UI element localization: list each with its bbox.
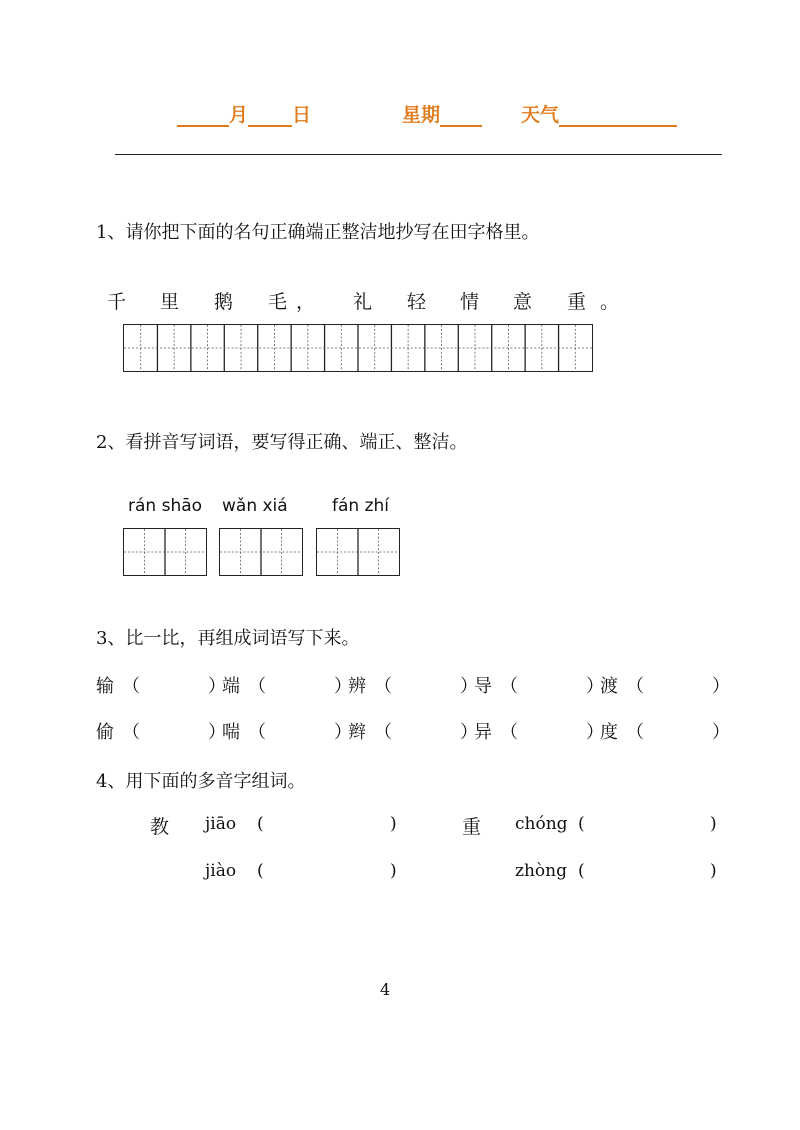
q1-char: 重 bbox=[567, 291, 587, 313]
q1-char: 里 bbox=[160, 291, 180, 313]
q1-char: 轻 bbox=[407, 291, 427, 313]
close-paren: ） bbox=[586, 722, 604, 743]
week-label: 星期 bbox=[402, 104, 441, 126]
pinyin-wan-xia: wǎn xiá bbox=[222, 496, 288, 516]
close-paren: ） bbox=[460, 676, 478, 697]
date-header bbox=[177, 100, 311, 128]
q1-char: 情 bbox=[460, 291, 480, 313]
reading-jiao1: jiāo bbox=[205, 814, 237, 834]
compare-char: 辨 bbox=[348, 676, 366, 697]
q1-char: 鹅 bbox=[214, 291, 234, 313]
close-paren: ） bbox=[334, 676, 352, 697]
reading-zhong: zhòng bbox=[515, 861, 567, 881]
open-paren[interactable]: （ bbox=[122, 676, 140, 697]
close-paren: ) bbox=[710, 814, 717, 834]
q1-char: 。 bbox=[600, 291, 620, 313]
open-paren: ( bbox=[257, 861, 264, 881]
answer-grid-1[interactable] bbox=[123, 528, 207, 576]
close-paren: ) bbox=[390, 814, 397, 834]
day-label: 日 bbox=[292, 104, 312, 126]
open-paren[interactable]: （ bbox=[374, 722, 392, 743]
answer-grid-3[interactable] bbox=[316, 528, 400, 576]
compare-char: 端 bbox=[222, 676, 240, 697]
q1-prompt: 1、请你把下面的名句正确端正整洁地抄写在田字格里。 bbox=[96, 222, 540, 243]
q1-char: 毛 bbox=[268, 291, 288, 313]
q1-char: 礼 bbox=[353, 291, 373, 313]
close-paren: ） bbox=[208, 676, 226, 697]
open-paren[interactable]: （ bbox=[500, 722, 518, 743]
weather-header bbox=[521, 100, 677, 128]
q1-char: ， bbox=[296, 291, 316, 313]
q1-sentence bbox=[100, 287, 620, 313]
pinyin-ran-shao: rán shāo bbox=[128, 496, 203, 516]
open-paren[interactable]: （ bbox=[248, 676, 266, 697]
open-paren[interactable]: （ bbox=[248, 722, 266, 743]
compare-char: 异 bbox=[474, 722, 492, 743]
reading-jiao4: jiào bbox=[205, 861, 237, 881]
reading-chong: chóng bbox=[515, 814, 568, 834]
q1-char: 意 bbox=[513, 291, 533, 313]
weather-label: 天气 bbox=[521, 104, 560, 126]
close-paren: ） bbox=[712, 676, 730, 697]
compare-char: 度 bbox=[600, 722, 618, 743]
open-paren: ( bbox=[257, 814, 264, 834]
compare-char: 喘 bbox=[222, 722, 240, 743]
open-paren: ( bbox=[578, 814, 585, 834]
month-label: 月 bbox=[229, 104, 249, 126]
compare-char: 偷 bbox=[96, 722, 114, 743]
open-paren[interactable]: （ bbox=[122, 722, 140, 743]
open-paren: ( bbox=[578, 861, 585, 881]
close-paren: ) bbox=[390, 861, 397, 881]
q1-char: 千 bbox=[107, 291, 127, 313]
week-header bbox=[402, 100, 482, 128]
page-number: 4 bbox=[380, 980, 391, 999]
open-paren[interactable]: （ bbox=[626, 676, 644, 697]
q2-prompt: 2、看拼音写词语，要写得正确、端正、整洁。 bbox=[96, 432, 468, 453]
header-divider bbox=[115, 154, 722, 155]
close-paren: ） bbox=[460, 722, 478, 743]
compare-char: 输 bbox=[96, 676, 114, 697]
day-blank[interactable] bbox=[248, 105, 292, 127]
poly-char-jiao: 教 bbox=[150, 816, 170, 838]
close-paren: ） bbox=[208, 722, 226, 743]
compare-char: 导 bbox=[474, 676, 492, 697]
poly-char-zhong: 重 bbox=[462, 816, 482, 838]
open-paren[interactable]: （ bbox=[626, 722, 644, 743]
open-paren[interactable]: （ bbox=[374, 676, 392, 697]
close-paren: ） bbox=[334, 722, 352, 743]
weather-blank[interactable] bbox=[559, 105, 677, 127]
tianzige-grid[interactable] bbox=[123, 324, 593, 372]
compare-char: 渡 bbox=[600, 676, 618, 697]
week-blank[interactable] bbox=[440, 105, 482, 127]
compare-char: 辫 bbox=[348, 722, 366, 743]
open-paren[interactable]: （ bbox=[500, 676, 518, 697]
q4-prompt: 4、用下面的多音字组词。 bbox=[96, 771, 306, 792]
close-paren: ） bbox=[712, 722, 730, 743]
q3-prompt: 3、比一比，再组成词语写下来。 bbox=[96, 628, 360, 649]
close-paren: ) bbox=[710, 861, 717, 881]
answer-grid-2[interactable] bbox=[219, 528, 303, 576]
month-blank[interactable] bbox=[177, 105, 229, 127]
close-paren: ） bbox=[586, 676, 604, 697]
pinyin-fan-zhi: fán zhí bbox=[332, 496, 390, 516]
